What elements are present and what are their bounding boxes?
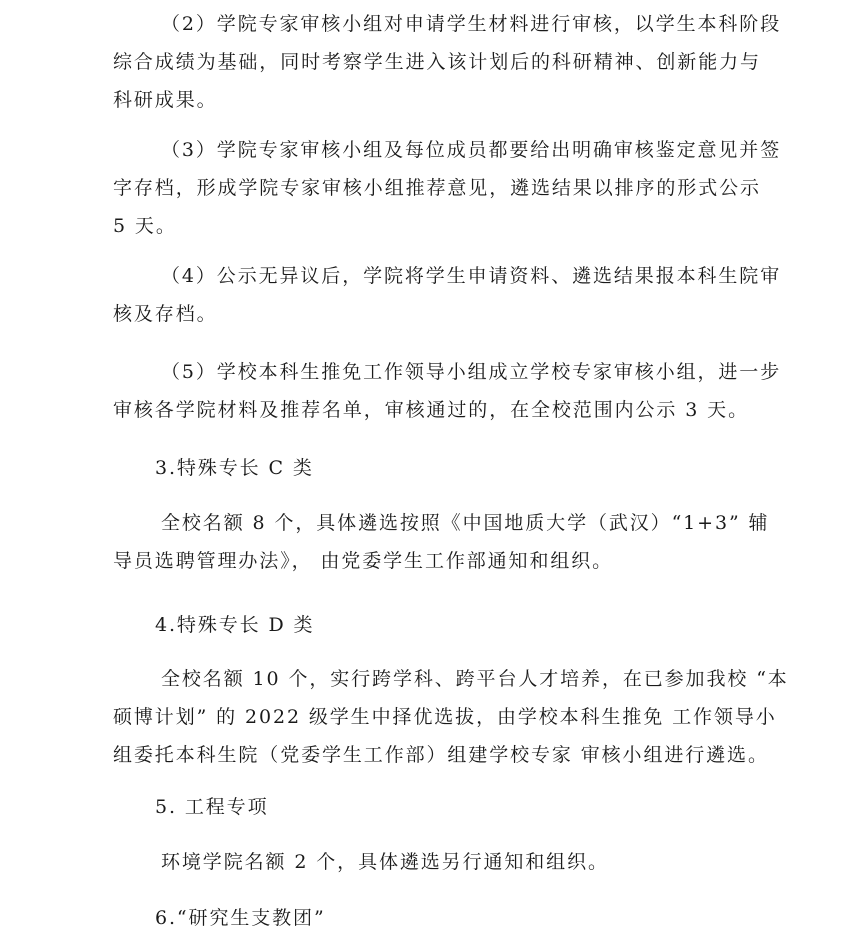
paragraph-d-detail	[113, 660, 789, 774]
paragraph-line: 综合成绩为基础，同时考察学生进入该计划后的科研精神、创新能力与	[113, 51, 761, 73]
paragraph-3	[113, 131, 782, 245]
paragraph-5	[113, 353, 782, 429]
paragraph-c-detail	[113, 504, 770, 580]
paragraph-4	[113, 257, 782, 333]
section-heading-engineering: 5. 工程专项	[155, 796, 269, 818]
paragraph-line: （5）学校本科生推免工作领导小组成立学校专家审核小组，进一步	[161, 361, 782, 383]
paragraph-line: （3）学院专家审核小组及每位成员都要给出明确审核鉴定意见并签	[161, 139, 782, 161]
paragraph-line: 字存档，形成学院专家审核小组推荐意见，遴选结果以排序的形式公示	[113, 177, 761, 199]
paragraph-line: 硕博计划” 的 2022 级学生中择优选拔，由学校本科生推免 工作领导小	[113, 706, 777, 728]
section-heading-d: 4.特殊专长 D 类	[155, 614, 315, 636]
paragraph-2	[113, 5, 782, 119]
paragraph-line: 全校名额 10 个，实行跨学科、跨平台人才培养，在已参加我校 “本	[161, 668, 789, 690]
paragraph-line: 组委托本科生院（党委学生工作部）组建学校专家 审核小组进行遴选。	[113, 744, 769, 766]
paragraph-line: 环境学院名额 2 个，具体遴选另行通知和组织。	[161, 851, 609, 873]
section-heading-volunteer: 6.“研究生支教团”	[155, 907, 326, 929]
paragraph-line: 科研成果。	[113, 89, 218, 111]
paragraph-line: （2）学院专家审核小组对申请学生材料进行审核，以学生本科阶段	[161, 13, 782, 35]
paragraph-line: 5 天。	[113, 215, 177, 237]
paragraph-line: 全校名额 8 个，具体遴选按照《中国地质大学（武汉）“1+3” 辅	[161, 512, 770, 534]
paragraph-line: 核及存档。	[113, 303, 218, 325]
section-heading-c: 3.特殊专长 C 类	[155, 457, 314, 479]
paragraph-line: （4）公示无异议后，学院将学生申请资料、遴选结果报本科生院审	[161, 265, 782, 287]
paragraph-line: 审核各学院材料及推荐名单，审核通过的，在全校范围内公示 3 天。	[113, 399, 749, 421]
paragraph-engineering-detail	[113, 843, 738, 881]
paragraph-line: 导员选聘管理办法》， 由党委学生工作部通知和组织。	[113, 550, 614, 572]
